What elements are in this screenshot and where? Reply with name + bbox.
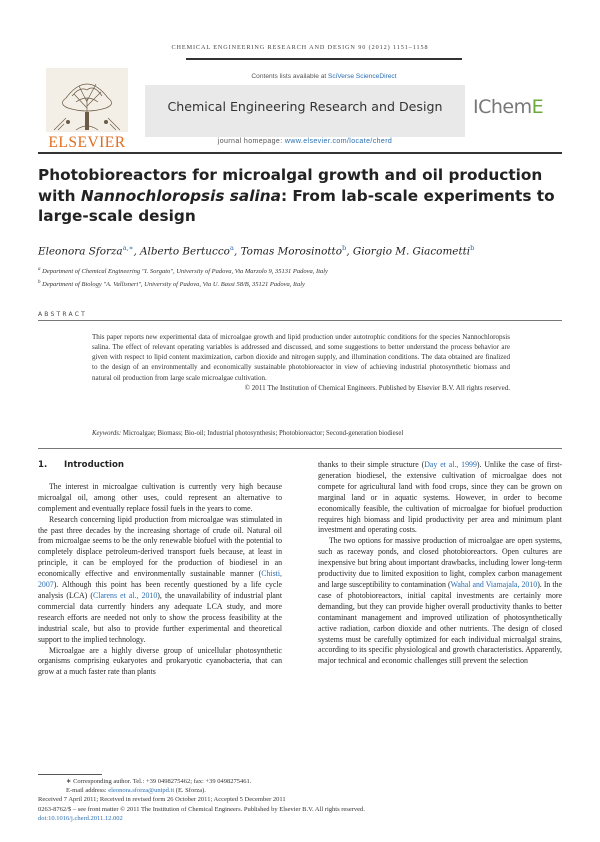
abstract-paragraph: This paper reports new experimental data of microalgae growth and lipid production under autotrophic conditions for the species Nannochloropsis salina. The effect of relevant operating variables is addressed and discussed, and some suggestions to better understand the process behavior are given with respect to lipid content maximization, carbon dioxide and nitrogen supply, and illumination conditions. The data obtained are finalized to the design of an environmentally and economically sustainable photobioreactor in view of achieving industrial photosynthetic biomass and natural oil production from large scale microalgae cultivation.	[92, 333, 510, 382]
running-head: CHEMICAL ENGINEERING RESEARCH AND DESIGN 90 (2012) 1151–1158	[171, 44, 429, 51]
article-title	[38, 165, 562, 227]
elsevier-tree-icon	[46, 68, 128, 132]
received-dates: Received 7 April 2011; Received in revised form 26 October 2011; Accepted 5 December 2011	[38, 796, 286, 804]
author-list	[38, 244, 562, 257]
affiliation-mark: a	[38, 267, 41, 272]
paragraph: Microalgae are a highly diverse group of unicellular photosynthetic organisms comprising eukaryotes and prokaryotic cyanobacteria, that can grow at a much faster rate than plants	[38, 645, 282, 677]
title-part2: : From lab-scale experiments to large-scale design	[38, 186, 555, 225]
issn-line: 0263-8762/$ – see front matter © 2011 The Institution of Chemical Engineers. Published by Elsevier B.V. All rights reserved.	[38, 805, 365, 813]
text-run: thanks to their simple structure (	[318, 460, 425, 469]
paragraph	[318, 536, 562, 667]
journal-title: Chemical Engineering Research and Design	[167, 99, 443, 114]
text-run: ). Unlike the case of first-generation biodiesel, the extensive cultivation of microalgae does not compete for agricultural land with food crops, since they can be grown on marginal land or in aquatic systems. However, in order to become economically feasible, the cultivation of microalgae for biofuel production requires high biomass and lipid productivity per area and minimum plant investment and operating costs.	[318, 460, 562, 535]
keywords	[92, 430, 522, 437]
section-heading	[38, 460, 282, 471]
abstract-copyright: © 2011 The Institution of Chemical Engineers. Published by Elsevier B.V. All rights reserved.	[244, 383, 510, 392]
title-species: Nannochloropsis salina	[80, 186, 281, 205]
masthead-top-rule	[186, 58, 462, 60]
text-run: ). In the case of photobioreactors, initial capital investments are certainly more demanding, but they can provide higher overall productivity thanks to better contaminant management and improved utilization of photosynthetically active radiation, carbon dioxide and other nutrients. The design of closed systems must be carefully optimized for each individual microalgal strains, according to its specific physiological and growth characteristics. Apparently, major technical and economic challenges still prevent the selection	[318, 579, 562, 666]
author-name: Eleonora Sforza	[38, 245, 123, 258]
homepage-link[interactable]: www.elsevier.com/locate/cherd	[284, 138, 393, 145]
text-run: Research concerning lipid production from microalgae was stimulated in the past three decades by the increasing shortage of crude oil. Natural oil from microalgae seems to be the only renewable biofuel with the potential to completely displace petroleum-derived transport fuels because, at least in principle, it can be employed for the production of biodiesel in an economically effective and environmentally sustainable manner (	[38, 514, 282, 579]
ichem-logo[interactable]	[473, 96, 543, 118]
author-mark[interactable]: a,∗	[122, 244, 134, 252]
masthead-rule	[38, 152, 562, 154]
email-link[interactable]: eleonora.sforza@unipd.it	[108, 787, 175, 795]
author-separator: ,	[133, 245, 141, 258]
elsevier-wordmark: ELSEVIER	[48, 134, 126, 151]
keywords-list: Microalgae; Biomass; Bio-oil; Industrial photosynthesis; Photobioreactor; Second-generation biodiesel	[121, 430, 404, 437]
contents-line	[186, 73, 462, 80]
abstract-bottom-rule	[38, 448, 562, 449]
affiliation-text: Department of Biology "A. Vallisneri", University of Padova, Via U. Bassi 58/B, 35121 Padova, Italy	[40, 281, 305, 289]
author-name: Giorgio M. Giacometti	[352, 245, 471, 258]
paragraph: The interest in microalgae cultivation is currently very high because microalgal oil, among other uses, could represent an alternative to complement and eventually replace fossil fuels in the years to come.	[38, 481, 282, 513]
affiliation-text: Department of Chemical Engineering "I. Sorgato", University of Padova, Via Marzolo 9, 35131 Padova, Italy	[40, 268, 328, 276]
affiliation-mark: b	[38, 280, 41, 285]
author-name: Alberto Bertucco	[140, 245, 230, 258]
abstract-top-rule	[38, 320, 562, 321]
title-part1: Photobioreactors for microalgal growth and oil production with	[38, 166, 543, 205]
sciencedirect-link[interactable]: SciVerse ScienceDirect	[328, 73, 397, 80]
footnotes	[38, 777, 562, 823]
body-column-left	[38, 460, 282, 678]
text-run: ). Although this point has been recently questioned by a life cycle analysis (LCA) (	[38, 580, 282, 600]
journal-homepage	[145, 138, 465, 145]
affiliation-a	[38, 267, 562, 275]
citation-link[interactable]: Clarens et al., 2010	[93, 590, 158, 600]
affiliation-b	[38, 280, 562, 288]
contents-prefix: Contents lists available at	[251, 73, 329, 80]
text-run: The two options for massive production of microalgae are open systems, such as raceway ponds, and closed photobioreactors. Open cultures are inexpensive but bring about important drawbacks, including lower long-term productivity due to limited exposition to light, complex carbon management and large susceptibility to contamination (	[318, 536, 562, 589]
homepage-label: journal homepage:	[217, 138, 285, 145]
abstract-body	[92, 332, 510, 393]
author-name: Tomas Morosinotto	[240, 245, 342, 258]
citation-link[interactable]: Day et al., 1999	[424, 460, 477, 469]
body-column-right	[318, 460, 562, 667]
ichem-logo-e: E	[531, 96, 544, 118]
elsevier-logo[interactable]	[38, 62, 136, 152]
email-label: E-mail address:	[66, 787, 109, 795]
email-suffix: (E. Sforza).	[174, 787, 206, 795]
paragraph	[38, 515, 282, 646]
section-number: 1.	[38, 460, 48, 470]
keywords-label: Keywords:	[92, 430, 122, 437]
doi-link[interactable]: doi:10.1016/j.cherd.2011.12.002	[38, 814, 123, 822]
footnote-rule	[38, 774, 102, 775]
citation-link[interactable]: Chisti, 2007	[38, 569, 282, 590]
paragraph	[318, 460, 562, 536]
corresponding-author: ∗ Corresponding author. Tel.: +39 0498275462; fax: +39 0498275461.	[66, 778, 252, 785]
author-mark[interactable]: a	[229, 244, 234, 252]
citation-link[interactable]: Wahal and Viamajala, 2010	[450, 579, 538, 589]
text-run: ), the unavailability of industrial plant commercial data currently hinders any adequate LCA study, and more research efforts are needed not only to show the process feasibility at the industrial scale, but also to provide further experimental and theoretical support to the implied technology.	[38, 590, 282, 644]
author-separator: ,	[233, 245, 241, 258]
author-mark[interactable]: b	[341, 244, 347, 252]
section-title: Introduction	[64, 460, 125, 470]
author-mark[interactable]: b	[470, 244, 475, 252]
ichem-logo-main: IChem	[473, 96, 532, 118]
abstract-heading: ABSTRACT	[38, 311, 87, 318]
author-separator: ,	[346, 245, 353, 258]
email-line	[38, 786, 562, 795]
